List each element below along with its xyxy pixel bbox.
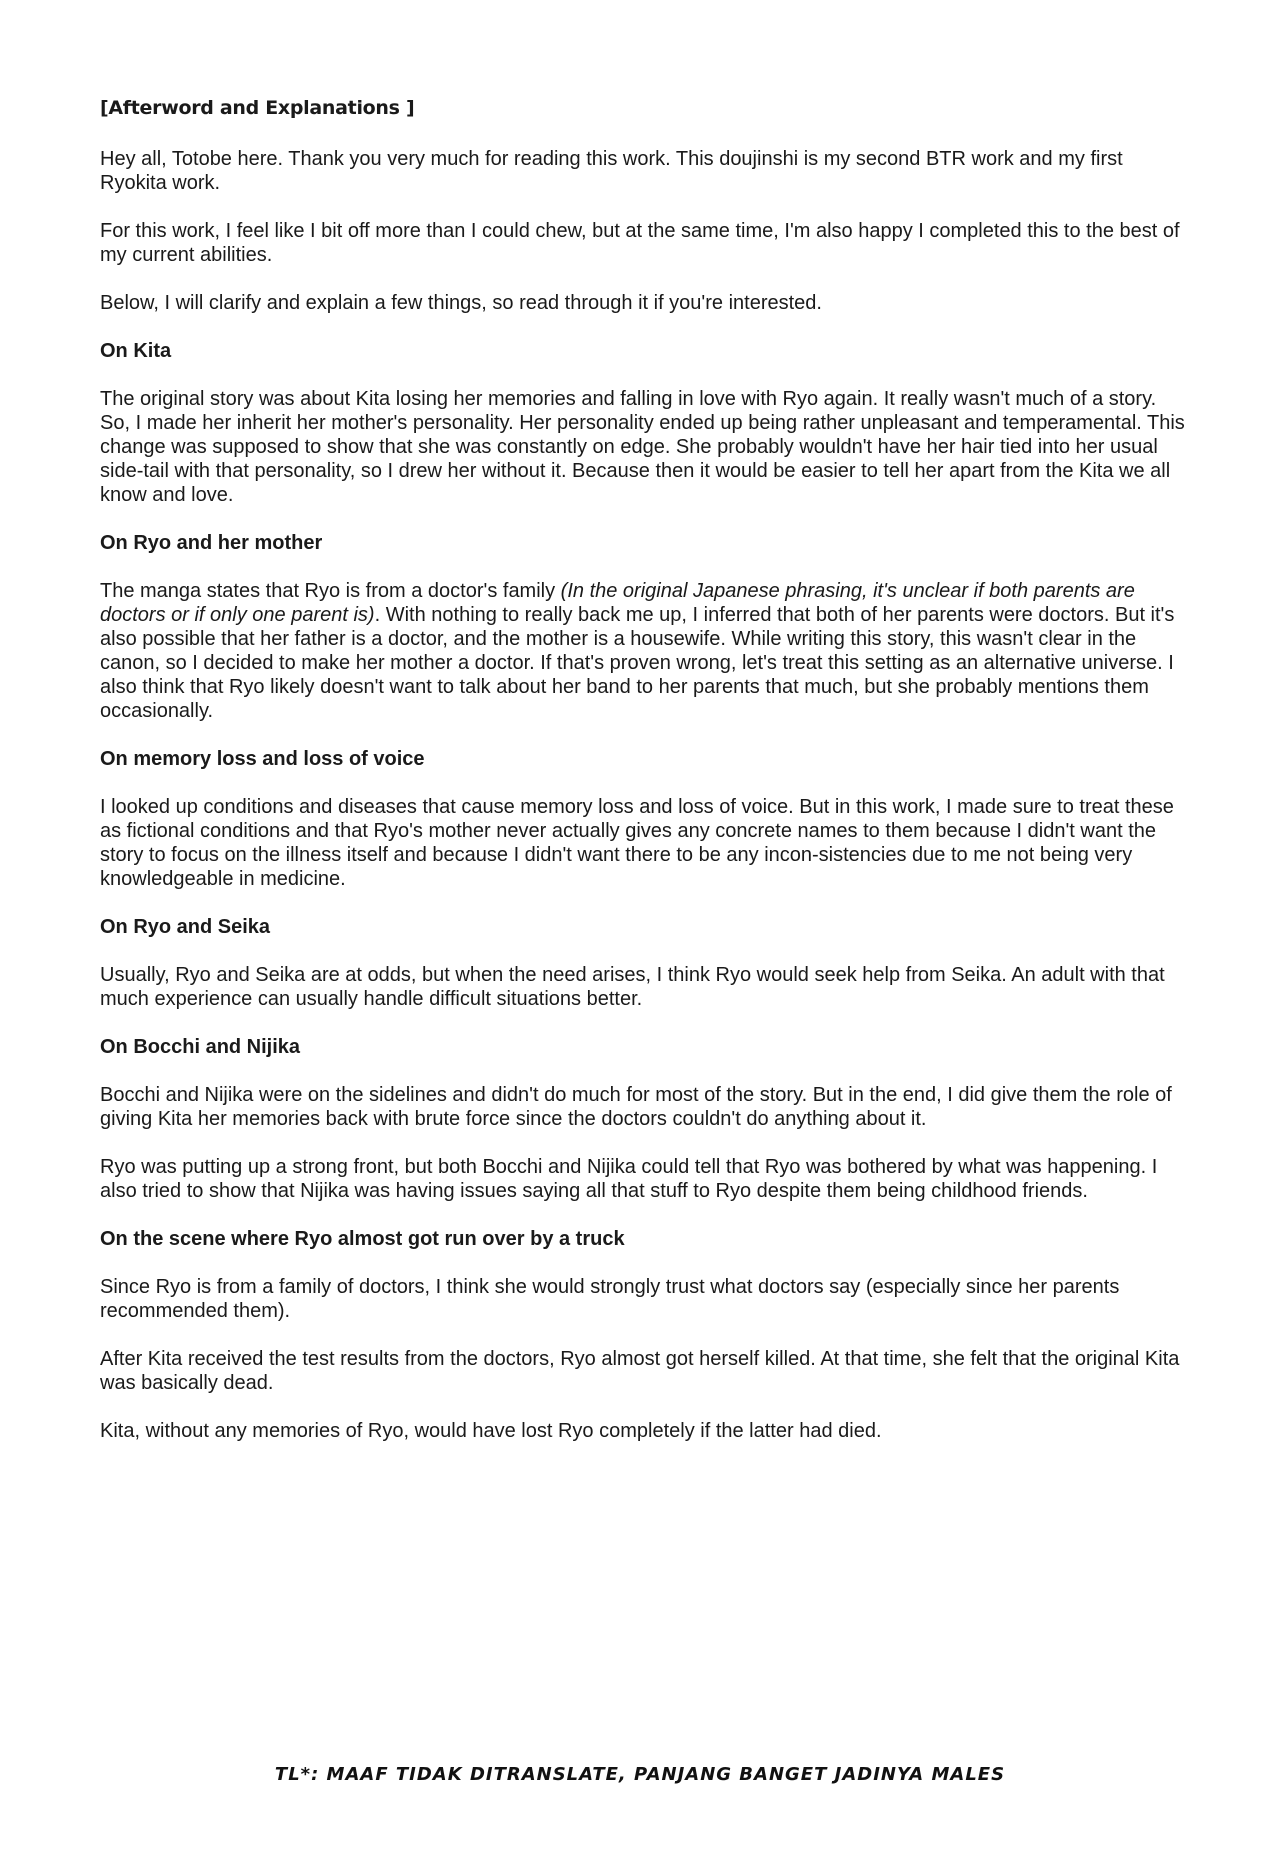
section-paragraph <box>100 579 1185 723</box>
section-paragraph: Kita, without any memories of Ryo, would have lost Ryo completely if the latter had died. <box>100 1420 882 1442</box>
section-paragraph: Ryo was putting up a strong front, but both Bocchi and Nijika could tell that Ryo was bothered by what was happening. I also tried to show that Nijika was having issues saying all that stuff to Ryo despite them being childhood friends. <box>100 1156 1158 1202</box>
italic-note: (In the original Japanese phrasing, it's unclear if both parents are doctors or if only one parent is) <box>100 580 1135 626</box>
section-on-memory-loss <box>100 747 1185 891</box>
section-paragraph: The original story was about Kita losing her memories and falling in love with Ryo again. It really wasn't much of a story. So, I made her inherit her mother's personality. Her personality ended up being rather unpleasant and temperamental. This change was supposed to show that she was constantly on edge. She probably wouldn't have her hair tied into her usual side-tail with that personality, so I drew her without it. Because then it would be easier to tell her apart from the Kita we all know and love. <box>100 388 1185 506</box>
section-on-ryo-and-seika <box>100 915 1185 1011</box>
paragraph-text: The manga states that Ryo is from a doctor's family <box>100 580 561 602</box>
section-heading: On the scene where Ryo almost got run over by a truck <box>100 1228 625 1250</box>
document-title: [Afterword and Explanations ] <box>100 97 415 119</box>
section-heading: On Ryo and Seika <box>100 916 271 938</box>
section-paragraph: Since Ryo is from a family of doctors, I think she would strongly trust what doctors say (especially since her parents recommended them). <box>100 1276 1120 1322</box>
intro-paragraph: For this work, I feel like I bit off more than I could chew, but at the same time, I'm also happy I completed this to the best of my current abilities. <box>100 220 1180 266</box>
section-heading: On memory loss and loss of voice <box>100 748 425 770</box>
section-paragraph: After Kita received the test results from the doctors, Ryo almost got herself killed. At that time, she felt that the original Kita was basically dead. <box>100 1348 1180 1394</box>
translator-note: TL*: MAAF TIDAK DITRANSLATE, PANJANG BANGET JADINYA MALES <box>274 1764 1006 1785</box>
section-paragraph: Usually, Ryo and Seika are at odds, but when the need arises, I think Ryo would seek help from Seika. An adult with that much experience can usually handle difficult situations better. <box>100 964 1165 1010</box>
section-heading: On Bocchi and Nijika <box>100 1036 301 1058</box>
section-on-kita <box>100 339 1185 507</box>
section-paragraph: Bocchi and Nijika were on the sidelines and didn't do much for most of the story. But in the end, I did give them the role of giving Kita her memories back with brute force since the doctors couldn't do anything about it. <box>100 1084 1172 1130</box>
section-heading: On Kita <box>100 340 172 362</box>
section-on-bocchi-and-nijika <box>100 1035 1185 1203</box>
intro-paragraph: Below, I will clarify and explain a few things, so read through it if you're interested. <box>100 292 822 314</box>
paragraph-text: . With nothing to really back me up, I inferred that both of her parents were doctors. But it's also possible that her father is a doctor, and the mother is a housewife. While writing this story, this wasn't clear in the canon, so I decided to make her mother a doctor. If that's proven wrong, let's treat this setting as an alternative universe. I also think that Ryo likely doesn't want to talk about her band to her parents that much, but she probably mentions them occasionally. <box>100 604 1175 722</box>
section-on-truck-scene <box>100 1227 1185 1443</box>
afterword-document <box>100 96 1185 1467</box>
section-paragraph: I looked up conditions and diseases that cause memory loss and loss of voice. But in this work, I made sure to treat these as fictional conditions and that Ryo's mother never actually gives any concrete names to them because I didn't want the story to focus on the illness itself and because I didn't want there to be any incon-sistencies due to me not being very knowledgeable in medicine. <box>100 796 1174 890</box>
section-on-ryo-and-mother <box>100 531 1185 723</box>
section-heading: On Ryo and her mother <box>100 532 323 554</box>
intro-paragraph: Hey all, Totobe here. Thank you very much for reading this work. This doujinshi is my second BTR work and my first Ryokita work. <box>100 148 1123 194</box>
